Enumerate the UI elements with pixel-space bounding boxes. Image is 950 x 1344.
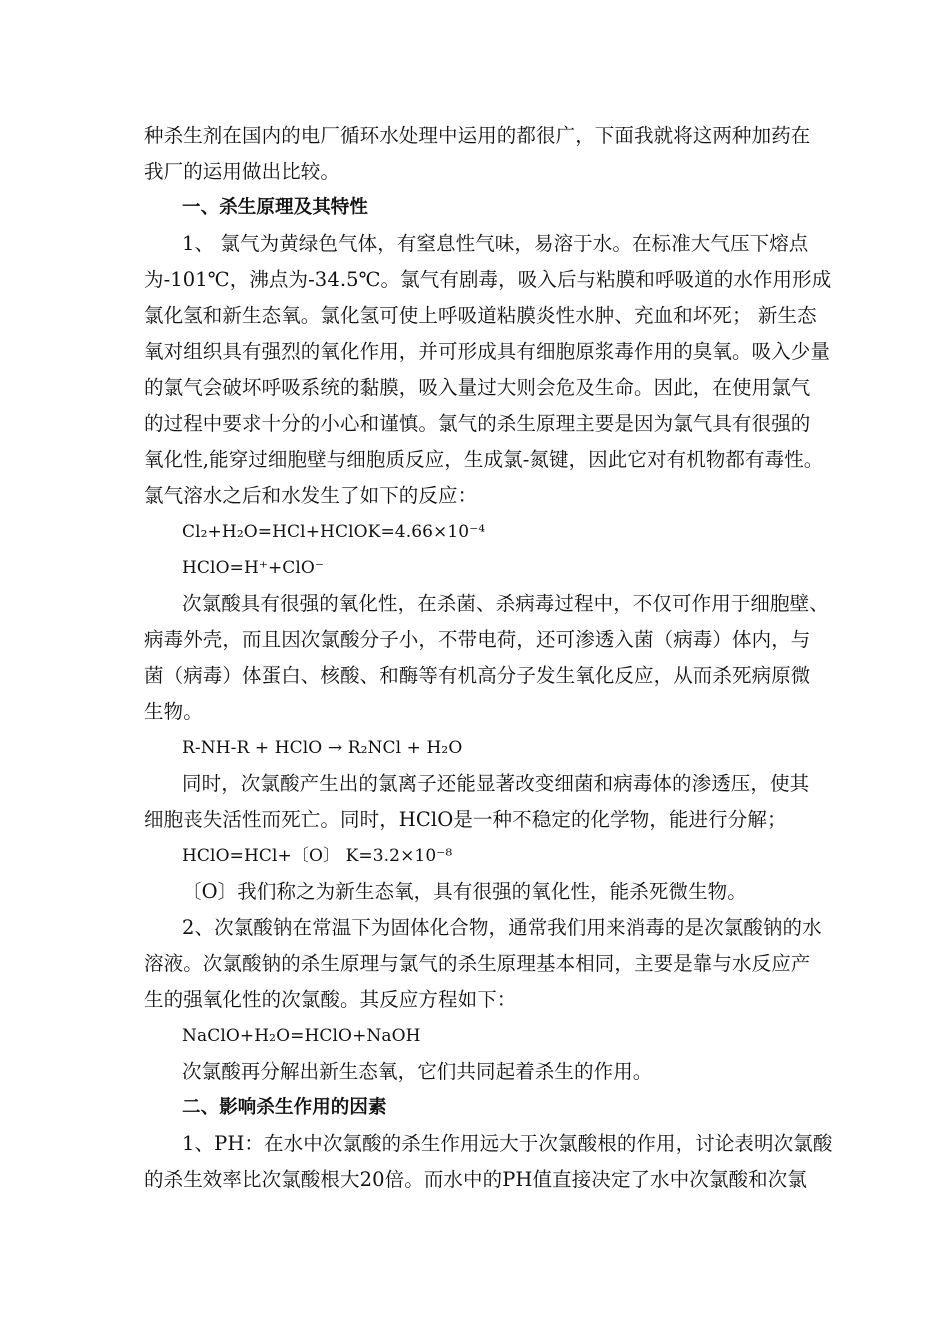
formula-chlorine-hydrolysis: Cl₂+H₂O=HCl+HClOK=4.66×10⁻⁴ bbox=[182, 522, 486, 542]
paragraph-line: 次氯酸具有很强的氧化性，在杀菌、杀病毒过程中，不仅可作用于细胞壁、 bbox=[182, 592, 829, 615]
paragraph-line: 菌（病毒）体蛋白、核酸、和酶等有机高分子发生氧化反应，从而杀死病原微 bbox=[144, 664, 811, 687]
paragraph-line: 为-101℃，沸点为-34.5℃。氯气有剧毒，吸入后与粘膜和呼吸道的水作用形成 bbox=[144, 268, 832, 291]
paragraph-line: 的过程中要求十分的小心和谨慎。氯气的杀生原理主要是因为氯气具有很强的 bbox=[144, 412, 811, 435]
paragraph-line: 氯气溶水之后和水发生了如下的反应： bbox=[144, 484, 478, 507]
paragraph-line: 氧化性,能穿过细胞壁与细胞质反应，生成氯-氮键，因此它对有机物都有毒性。 bbox=[144, 448, 824, 471]
paragraph-line: 的杀生效率比次氯酸根大20倍。而水中的PH值直接决定了水中次氯酸和次氯 bbox=[144, 1168, 807, 1191]
paragraph-line: 我厂的运用做出比较。 bbox=[144, 160, 341, 183]
paragraph-line: 溶液。次氯酸钠的杀生原理与氯气的杀生原理基本相同，主要是靠与水反应产 bbox=[144, 952, 811, 975]
paragraph-line: 同时，次氯酸产生出的氯离子还能显著改变细菌和病毒体的渗透压，使其 bbox=[182, 772, 810, 795]
paragraph-line: 生的强氧化性的次氯酸。其反应方程如下： bbox=[144, 988, 517, 1011]
paragraph-line: 细胞丧失活性而死亡。同时，HClO是一种不稳定的化学物，能进行分解； bbox=[144, 808, 787, 831]
section-heading-principles: 一、杀生原理及其特性 bbox=[182, 197, 369, 218]
document-body bbox=[144, 118, 833, 1198]
paragraph-line: 〔O〕我们称之为新生态氧，具有很强的氧化性，能杀死微生物。 bbox=[182, 880, 747, 903]
paragraph-line: 次氯酸再分解出新生态氧，它们共同起着杀生的作用。 bbox=[182, 1060, 653, 1083]
paragraph-line: 病毒外壳，而且因次氯酸分子小，不带电荷，还可渗透入菌（病毒）体内，与 bbox=[144, 628, 811, 651]
paragraph-line: 生物。 bbox=[144, 700, 203, 723]
paragraph-line: 氧对组织具有强烈的氧化作用，并可形成具有细胞原浆毒作用的臭氧。吸入少量 bbox=[144, 340, 831, 363]
formula-amine-chlorination: R-NH-R + HClO → R₂NCl + H₂O bbox=[182, 738, 463, 758]
paragraph-line: 1、 氯气为黄绿色气体，有窒息性气味，易溶于水。在标准大气压下熔点 bbox=[182, 232, 809, 255]
formula-naclo-hydrolysis: NaClO+H₂O=HClO+NaOH bbox=[182, 1026, 421, 1046]
formula-hclo-decomposition: HClO=HCl+〔O〕 K=3.2×10⁻⁸ bbox=[182, 846, 453, 866]
formula-hclo-dissociation: HClO=H⁺+ClO⁻ bbox=[182, 558, 325, 578]
section-heading-factors: 二、影响杀生作用的因素 bbox=[182, 1097, 387, 1118]
paragraph-line: 1、PH：在水中次氯酸的杀生作用远大于次氯酸根的作用，讨论表明次氯酸 bbox=[182, 1132, 833, 1155]
paragraph-line: 氯化氢和新生态氧。氯化氢可使上呼吸道粘膜炎性水肿、充血和坏死； 新生态 bbox=[144, 304, 817, 327]
paragraph-line: 的氯气会破坏呼吸系统的黏膜，吸入量过大则会危及生命。因此，在使用氯气 bbox=[144, 376, 811, 399]
paragraph-line: 种杀生剂在国内的电厂循环水处理中运用的都很广，下面我就将这两种加药在 bbox=[144, 124, 811, 147]
paragraph-line: 2、次氯酸钠在常温下为固体化合物，通常我们用来消毒的是次氯酸钠的水 bbox=[182, 916, 822, 939]
